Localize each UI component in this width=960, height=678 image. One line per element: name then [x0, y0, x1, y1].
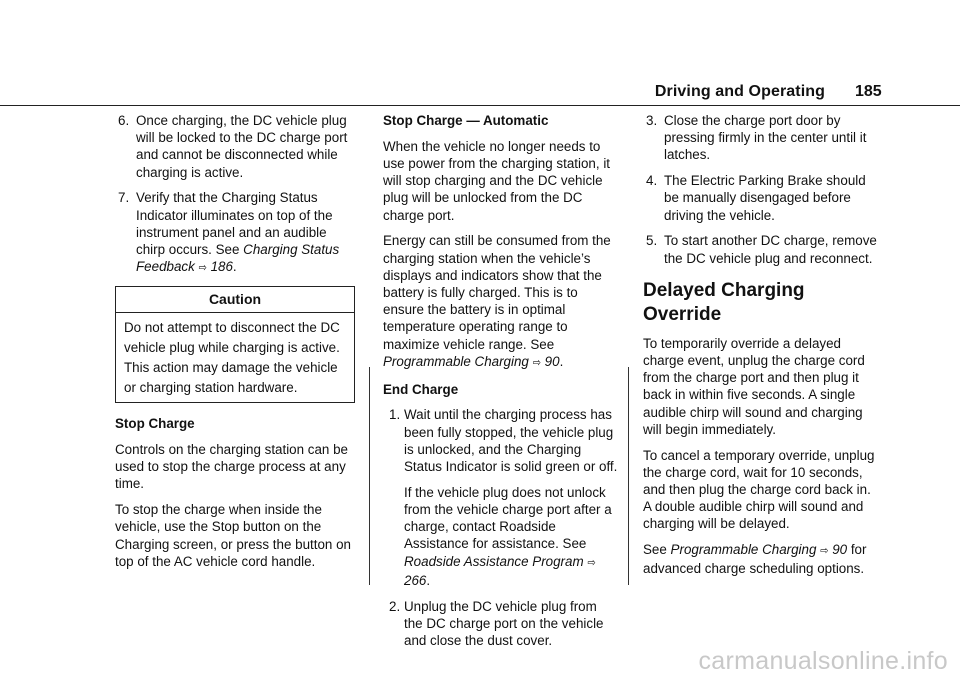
steps-list [643, 112, 879, 267]
step-number: 5. [646, 233, 658, 249]
page-ref-arrow-icon: ⇨ [198, 262, 207, 275]
steps-list [383, 406, 619, 649]
watermark: carmanualsonline.info [698, 646, 948, 675]
step-text: To start another DC charge, remove the DC vehicle plug and reconnect. [664, 233, 877, 266]
paragraph: To cancel a temporary override, unplug the charge cord, wait for 10 seconds, and then plug the charge cord back in. A double audible chirp will sound and charging will be delayed. [643, 447, 875, 532]
step-number: 2. [389, 598, 401, 614]
step-text: Verify that the Charging Status Indicator illuminates on top of the instrument panel and an audible chirp occurs. See [136, 190, 333, 258]
step-5 [643, 232, 879, 266]
step-2 [383, 598, 619, 650]
header-rule [0, 105, 960, 106]
step-subparagraph: If the vehicle plug does not unlock from the vehicle charge port after a charge, contact Roadside Assistance for assistance. See Roadside Assistance Program ⇨ 266. [404, 484, 612, 588]
page-number: 185 [855, 83, 882, 100]
page-ref-arrow-icon: ⇨ [587, 556, 596, 569]
paragraph: To temporarily override a delayed charge event, unplug the charge cord from the charge port and then plug it back in within five seconds. A single audible chirp will sound and charging will begin immediately. [643, 335, 865, 437]
caution-box [115, 286, 355, 403]
xref-programmable-charging[interactable]: Programmable Charging ⇨ 90 [670, 542, 848, 558]
paragraph: When the vehicle no longer needs to use power from the charging station, it will stop charging and the DC vehicle plug will be unlocked from the DC charge port. [383, 138, 611, 223]
delayed-charging-override-heading: Delayed Charging Override [643, 279, 805, 325]
caution-title: Caution [116, 287, 354, 313]
paragraph: To stop the charge when inside the vehicle, use the Stop button on the Charging screen, or press the button on top of the AC vehicle cord handle. [115, 502, 351, 569]
step-number: 6. [118, 113, 130, 128]
page-ref-arrow-icon: ⇨ [820, 545, 829, 558]
column-3 [643, 112, 879, 586]
step-number: 3. [646, 113, 658, 128]
step-text: The Electric Parking Brake should be manually disengaged before driving the vehicle. [664, 173, 866, 223]
paragraph: Controls on the charging station can be used to stop the charge process at any time. [115, 442, 348, 492]
step-3 [643, 112, 879, 164]
column-divider [369, 367, 370, 585]
page-ref-arrow-icon: ⇨ [532, 356, 541, 369]
xref-roadside-assistance[interactable]: Roadside Assistance Program ⇨ 266 [404, 553, 596, 588]
paragraph: See Programmable Charging ⇨ 90 for advanced charge scheduling options. [643, 542, 867, 577]
step-text: Wait until the charging process has been fully stopped, the vehicle plug is unlocked, and the Charging Status Indicator is solid green or off. [404, 407, 618, 475]
end-charge-heading: End Charge [383, 381, 459, 397]
step-number: 4. [646, 173, 658, 189]
column-1 [115, 112, 355, 579]
step-6 [115, 112, 355, 181]
step-number: 1. [389, 407, 401, 423]
step-4 [643, 172, 879, 224]
caution-text: Do not attempt to disconnect the DC vehicle plug while charging is active. This action may damage the vehicle or charging station hardware. [124, 320, 340, 396]
stop-charge-automatic-heading: Stop Charge — Automatic [383, 113, 549, 128]
step-number: 7. [118, 190, 130, 206]
steps-list [115, 112, 355, 277]
step-7: 7. Verify that the Charging Status Indicator illuminates on top of the instrument panel and an audible chirp occurs. See Charging Status Feedback ⇨ 186. [118, 190, 340, 275]
xref-programmable-charging[interactable]: Programmable Charging ⇨ 90 [383, 353, 560, 369]
step-text: Close the charge port door by pressing firmly in the center until it latches. [664, 113, 867, 163]
stop-charge-heading: Stop Charge [115, 416, 195, 432]
step-1 [383, 406, 619, 589]
page-header [0, 83, 960, 105]
column-2 [383, 112, 619, 658]
section-title: Driving and Operating [654, 83, 825, 100]
paragraph: Energy can still be consumed from the charging station when the vehicle’s displays and indicators show that the battery is fully charged. This is to ensure the battery is in optimal temperature operating range to maximize vehicle range. See Programmable Charging ⇨ 90. [383, 233, 611, 369]
xref-charging-status-feedback[interactable]: Charging Status Feedback ⇨ 186 [136, 242, 340, 275]
step-text: Once charging, the DC vehicle plug will be locked to the DC charge port and cannot be disconnected while charging is active. [136, 113, 348, 180]
column-divider [628, 367, 629, 585]
step-text: Unplug the DC vehicle plug from the DC charge port on the vehicle and close the dust cover. [404, 598, 604, 649]
